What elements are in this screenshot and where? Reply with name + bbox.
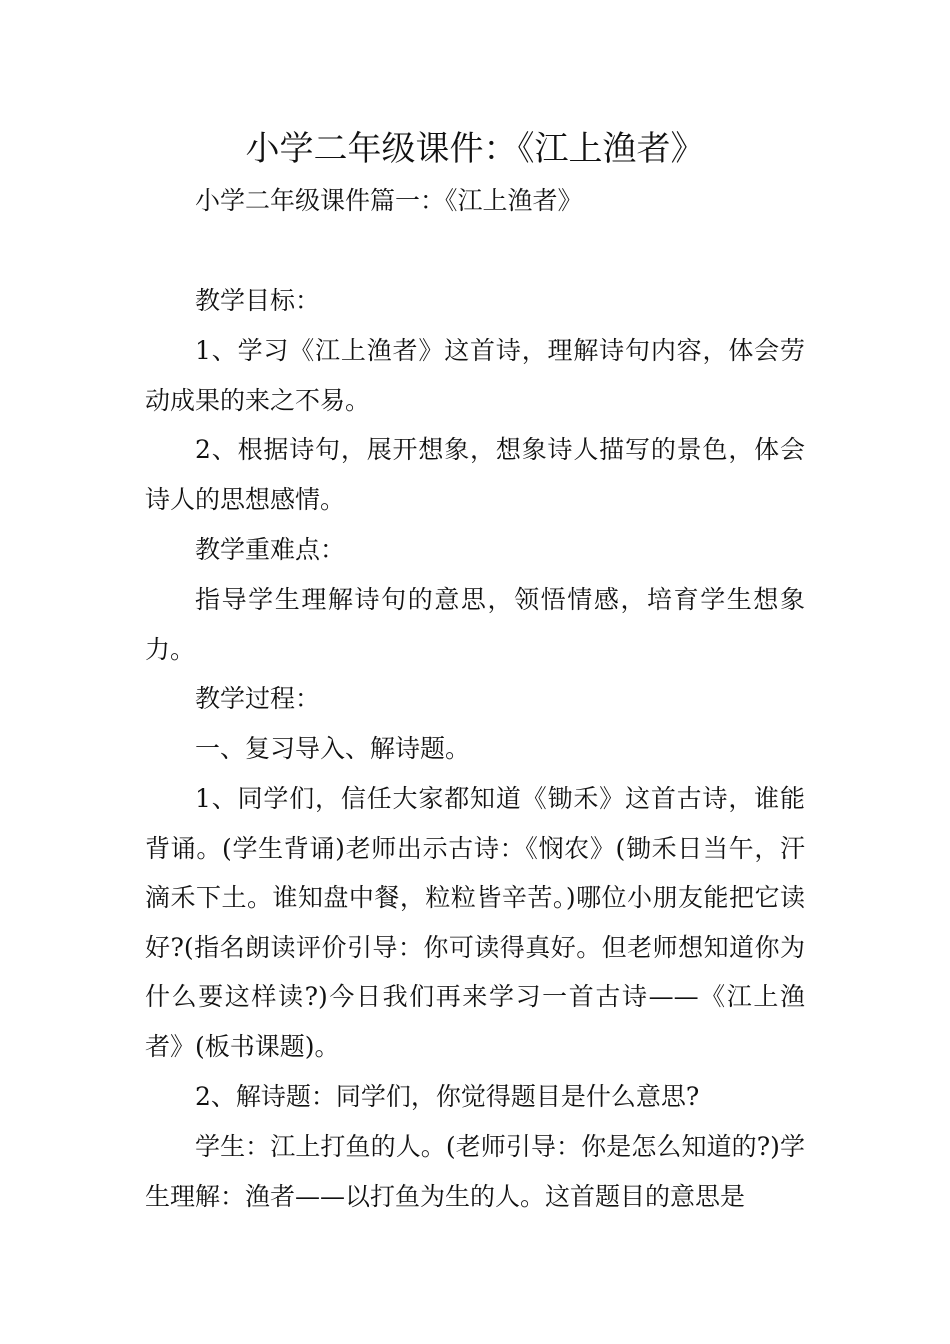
paragraph-key-points-heading: 教学重难点： [195,535,346,564]
paragraph-step-2: 2、解诗题：同学们，你觉得题目是什么意思? [195,1082,700,1111]
paragraph-goal-2: 2、根据诗句，展开想象，想象诗人描写的景色，体会诗人的思想感情。 [145,435,805,514]
paragraph-goal-1: 1、学习《江上渔者》这首诗，理解诗句内容，体会劳动成果的来之不易。 [145,336,805,415]
document-title: 小学二年级课件：《江上渔者》 [245,129,705,169]
paragraph-teaching-goals-heading: 教学目标： [195,286,321,315]
paragraph-subtitle: 小学二年级课件篇一：《江上渔者》 [195,186,583,215]
paragraph-process-heading: 教学过程： [195,684,321,713]
paragraph-key-points: 指导学生理解诗句的意思，领悟情感，培育学生想象力。 [145,585,805,664]
paragraph-section-1: 一、复习导入、解诗题。 [195,734,471,763]
paragraph-step-1: 1、同学们，信任大家都知道《锄禾》这首古诗，谁能背诵。(学生背诵)老师出示古诗：《悯农》(锄禾日当午，汗滴禾下土。谁知盘中餐，粒粒皆辛苦。)哪位小朋友能把它读好?(指名朗读评价引导：你可读得真好。但老师想知道你为什么要这样读?)今日我们再来学习一首古诗——《江上渔者》(板书课题)。 [145,784,805,1061]
paragraph-student-answer: 学生：江上打鱼的人。(老师引导：你是怎么知道的?)学生理解：渔者——以打鱼为生的人。这首题目的意思是 [145,1132,805,1211]
